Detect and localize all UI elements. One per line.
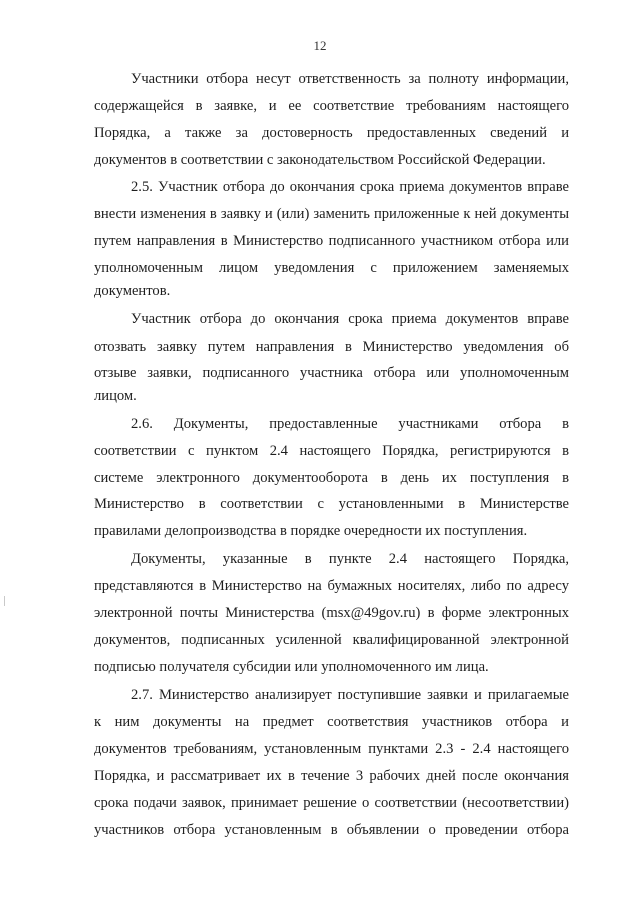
text-line: участников отбора установленным в объявлении о проведении отбора bbox=[94, 822, 569, 838]
text-line: подписью получателя субсидии или уполномоченного им лица. bbox=[94, 659, 489, 675]
text-line: содержащейся в заявке, и ее соответствие требованиям настоящего bbox=[94, 98, 569, 114]
text-line: документов, подписанных усиленной квалифицированной электронной bbox=[94, 632, 569, 648]
text-line: отзыве заявки, подписанного участника отбора или уполномоченным bbox=[94, 365, 569, 381]
text-line: документов требованиям, установленным пунктами 2.3 - 2.4 настоящего bbox=[94, 741, 569, 757]
text-line: внести изменения в заявку и (или) заменить приложенные к ней документы bbox=[94, 206, 569, 222]
text-line: Министерство в соответствии с установленными в Министерстве bbox=[94, 496, 569, 512]
text-line: представляются в Министерство на бумажных носителях, либо по адресу bbox=[94, 578, 569, 594]
scan-margin-mark bbox=[4, 596, 5, 606]
text-line: к ним документы на предмет соответствия участников отбора и bbox=[94, 714, 569, 730]
text-line: уполномоченным лицом уведомления с приложением заменяемых bbox=[94, 260, 569, 276]
text-line: правилами делопроизводства в порядке очередности их поступления. bbox=[94, 523, 528, 539]
text-line: Участники отбора несут ответственность за полноту информации, bbox=[131, 71, 569, 87]
text-line: срока подачи заявок, принимает решение о соответствии (несоответствии) bbox=[94, 795, 569, 811]
text-line: лицом. bbox=[94, 388, 137, 404]
page-number: 12 bbox=[313, 38, 327, 53]
text-line: Участник отбора до окончания срока приема документов вправе bbox=[131, 311, 569, 327]
text-line: соответствии с пунктом 2.4 настоящего Порядка, регистрируются в bbox=[94, 443, 569, 459]
text-line: 2.7. Министерство анализирует поступившие заявки и прилагаемые bbox=[131, 687, 569, 703]
text-line: Документы, указанные в пункте 2.4 настоящего Порядка, bbox=[131, 551, 569, 567]
text-line: документов в соответствии с законодательством Российской Федерации. bbox=[94, 152, 546, 168]
text-line: электронной почты Министерства (msx@49gov.ru) в форме электронных bbox=[94, 605, 569, 621]
text-line: системе электронного документооборота в день их поступления в bbox=[94, 470, 569, 486]
text-line: отозвать заявку путем направления в Министерство уведомления об bbox=[94, 339, 569, 355]
text-line: Порядка, а также за достоверность предоставленных сведений и bbox=[94, 125, 569, 141]
text-line: путем направления в Министерство подписанного участником отбора или bbox=[94, 233, 569, 249]
text-line: документов. bbox=[94, 283, 171, 299]
text-line: 2.6. Документы, предоставленные участниками отбора в bbox=[131, 416, 569, 432]
text-line: 2.5. Участник отбора до окончания срока приема документов вправе bbox=[131, 179, 569, 195]
text-line: Порядка, и рассматривает их в течение 3 рабочих дней после окончания bbox=[94, 768, 569, 784]
